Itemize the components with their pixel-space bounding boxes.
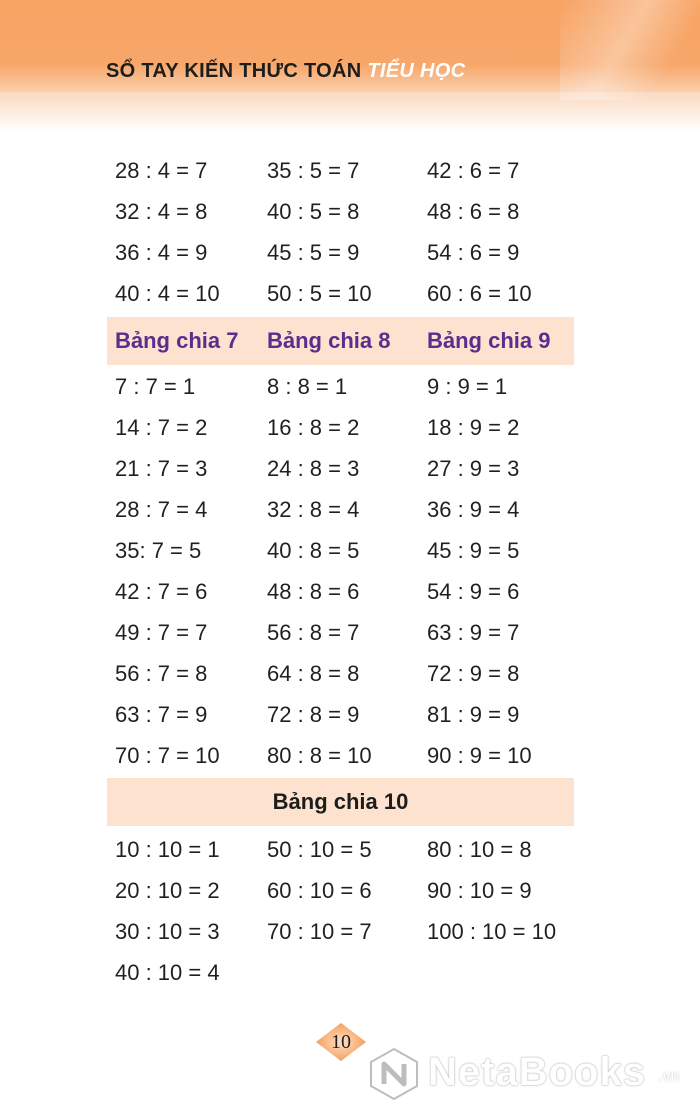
page-number: 10 bbox=[331, 1031, 351, 1053]
division-fact: 35: 7 = 5 bbox=[115, 538, 202, 563]
division-fact: 60 : 6 = 10 bbox=[427, 281, 532, 306]
division-fact: 36 : 9 = 4 bbox=[427, 497, 520, 522]
division-fact: 28 : 4 = 7 bbox=[115, 158, 208, 183]
division-fact: 32 : 4 = 8 bbox=[115, 199, 208, 224]
division-fact: 90 : 10 = 9 bbox=[427, 878, 532, 903]
page-number-badge bbox=[315, 1022, 367, 1062]
division-fact: 16 : 8 = 2 bbox=[267, 415, 360, 440]
division-fact: 49 : 7 = 7 bbox=[115, 620, 208, 645]
division-fact: 70 : 7 = 10 bbox=[115, 743, 220, 768]
division-fact: 40 : 4 = 10 bbox=[115, 281, 220, 306]
division-fact: 45 : 5 = 9 bbox=[267, 240, 360, 265]
division-fact: 36 : 4 = 9 bbox=[115, 240, 208, 265]
division-fact: 42 : 7 = 6 bbox=[115, 579, 208, 604]
watermark bbox=[366, 1046, 692, 1102]
division-fact: 54 : 9 = 6 bbox=[427, 579, 520, 604]
division-fact: 54 : 6 = 9 bbox=[427, 240, 520, 265]
section-title-7: Bảng chia 7 bbox=[115, 328, 239, 353]
division-fact: 56 : 8 = 7 bbox=[267, 620, 360, 645]
book-title-accent: TIỂU HỌC bbox=[367, 60, 466, 82]
book-title bbox=[106, 60, 465, 83]
book-title-main: SỔ TAY KIẾN THỨC TOÁN bbox=[106, 60, 368, 82]
division-fact: 27 : 9 = 3 bbox=[427, 456, 520, 481]
division-fact: 35 : 5 = 7 bbox=[267, 158, 360, 183]
division-fact: 48 : 8 = 6 bbox=[267, 579, 360, 604]
division-fact: 18 : 9 = 2 bbox=[427, 415, 520, 440]
division-fact: 81 : 9 = 9 bbox=[427, 702, 520, 727]
division-fact: 64 : 8 = 8 bbox=[267, 661, 360, 686]
section-header-band bbox=[107, 778, 574, 826]
division-fact: 24 : 8 = 3 bbox=[267, 456, 360, 481]
division-fact: 42 : 6 = 7 bbox=[427, 158, 520, 183]
division-fact: 60 : 10 = 6 bbox=[267, 878, 372, 903]
division-fact: 63 : 7 = 9 bbox=[115, 702, 208, 727]
division-fact: 30 : 10 = 3 bbox=[115, 919, 220, 944]
watermark-suffix: .vn bbox=[658, 1068, 680, 1085]
section-header-band bbox=[107, 317, 574, 365]
division-fact: 50 : 10 = 5 bbox=[267, 837, 372, 862]
division-fact: 8 : 8 = 1 bbox=[267, 374, 348, 399]
header-highlight bbox=[560, 0, 700, 100]
division-fact: 10 : 10 = 1 bbox=[115, 837, 220, 862]
division-fact: 63 : 9 = 7 bbox=[427, 620, 520, 645]
division-fact: 20 : 10 = 2 bbox=[115, 878, 220, 903]
division-fact: 7 : 7 = 1 bbox=[115, 374, 196, 399]
division-fact: 70 : 10 = 7 bbox=[267, 919, 372, 944]
division-fact: 9 : 9 = 1 bbox=[427, 374, 508, 399]
division-fact: 48 : 6 = 8 bbox=[427, 199, 520, 224]
division-fact: 40 : 8 = 5 bbox=[267, 538, 360, 563]
watermark-brand: NetaBooks bbox=[428, 1050, 646, 1094]
division-fact: 50 : 5 = 10 bbox=[267, 281, 372, 306]
section-title-9: Bảng chia 9 bbox=[427, 328, 551, 353]
division-fact: 90 : 9 = 10 bbox=[427, 743, 532, 768]
section-title-8: Bảng chia 8 bbox=[267, 328, 391, 353]
division-fact: 40 : 5 = 8 bbox=[267, 199, 360, 224]
division-fact: 40 : 10 = 4 bbox=[115, 960, 220, 985]
division-fact: 14 : 7 = 2 bbox=[115, 415, 208, 440]
division-fact: 28 : 7 = 4 bbox=[115, 497, 208, 522]
division-fact: 21 : 7 = 3 bbox=[115, 456, 208, 481]
division-fact: 45 : 9 = 5 bbox=[427, 538, 520, 563]
division-fact: 100 : 10 = 10 bbox=[427, 919, 557, 944]
division-fact: 80 : 10 = 8 bbox=[427, 837, 532, 862]
division-fact: 72 : 9 = 8 bbox=[427, 661, 520, 686]
division-fact: 80 : 8 = 10 bbox=[267, 743, 372, 768]
netabooks-logo-icon bbox=[366, 1046, 422, 1102]
division-fact: 32 : 8 = 4 bbox=[267, 497, 360, 522]
division-fact: 72 : 8 = 9 bbox=[267, 702, 360, 727]
division-fact: 56 : 7 = 8 bbox=[115, 661, 208, 686]
section-title-10: Bảng chia 10 bbox=[272, 789, 409, 814]
